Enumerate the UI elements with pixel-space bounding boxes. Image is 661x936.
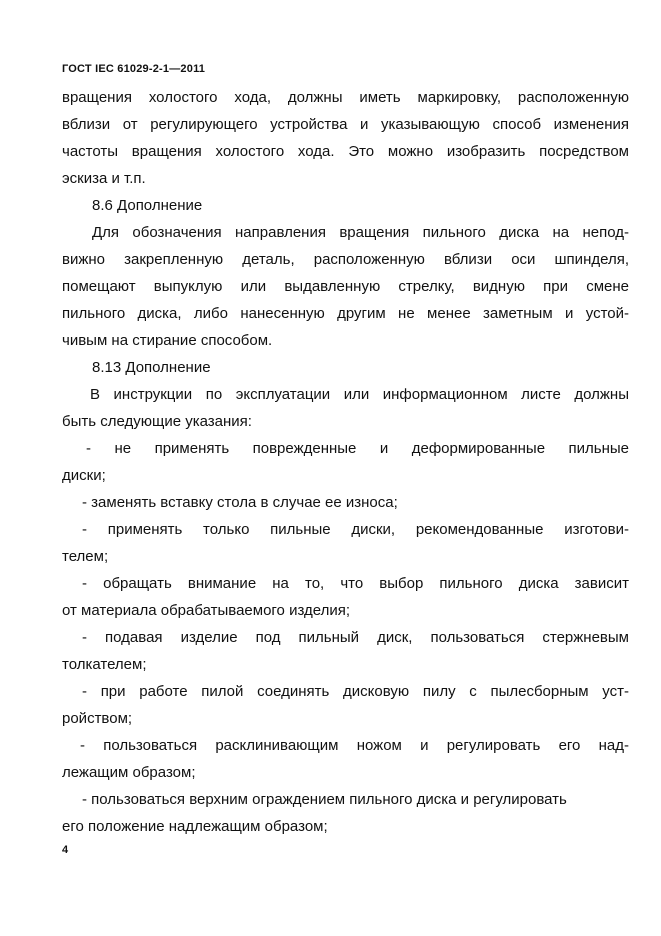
text-line: чивым на стирание способом. <box>62 332 273 349</box>
list-item: - подавая изделие под пильный диск, пользоваться стержневым <box>82 629 629 646</box>
text-line: В инструкции по эксплуатации или информационном листе должны <box>90 386 629 403</box>
page-number: 4 <box>62 844 69 856</box>
list-item: - обращать внимание на то, что выбор пильного диска зависит <box>82 575 629 592</box>
list-item-continuation: его положение надлежащим образом; <box>62 818 328 835</box>
text-line: пильного диска, либо нанесенную другим не менее заметным и устой- <box>62 305 629 322</box>
section-heading-8-6: 8.6 Дополнение <box>92 197 203 214</box>
text-line: Для обозначения направления вращения пильного диска на непод- <box>92 224 629 241</box>
list-item-continuation: от материала обрабатываемого изделия; <box>62 602 351 619</box>
list-item-continuation: лежащим образом; <box>62 764 196 781</box>
list-item: - заменять вставку стола в случае ее износа; <box>82 494 398 511</box>
list-item-continuation: диски; <box>62 467 106 484</box>
document-header: ГОСТ IEC 61029-2-1—2011 <box>62 63 206 75</box>
list-item: - при работе пилой соединять дисковую пилу с пылесборным уст- <box>82 683 629 700</box>
body-text <box>62 84 629 840</box>
text-line: помещают выпуклую или выдавленную стрелку, видную при смене <box>62 278 629 295</box>
list-item: - не применять поврежденные и деформированные пильные <box>86 440 629 457</box>
list-item-continuation: ройством; <box>62 710 133 727</box>
text-line: быть следующие указания: <box>62 413 252 430</box>
list-item: - пользоваться верхним ограждением пильного диска и регулировать <box>82 791 567 808</box>
text-line: вижно закрепленную деталь, расположенную вблизи оси шпинделя, <box>62 251 629 268</box>
text-line: частоты вращения холостого хода. Это можно изобразить посредством <box>62 143 629 160</box>
list-item-continuation: толкателем; <box>62 656 147 673</box>
text-line: эскиза и т.п. <box>62 170 146 187</box>
list-item: - пользоваться расклинивающим ножом и регулировать его над- <box>80 737 629 754</box>
list-item-continuation: телем; <box>62 548 109 565</box>
list-item: - применять только пильные диски, рекомендованные изготови- <box>82 521 629 538</box>
text-line: вращения холостого хода, должны иметь маркировку, расположенную <box>62 89 629 106</box>
section-heading-8-13: 8.13 Дополнение <box>92 359 211 376</box>
text-line: вблизи от регулирующего устройства и указывающую способ изменения <box>62 116 629 133</box>
